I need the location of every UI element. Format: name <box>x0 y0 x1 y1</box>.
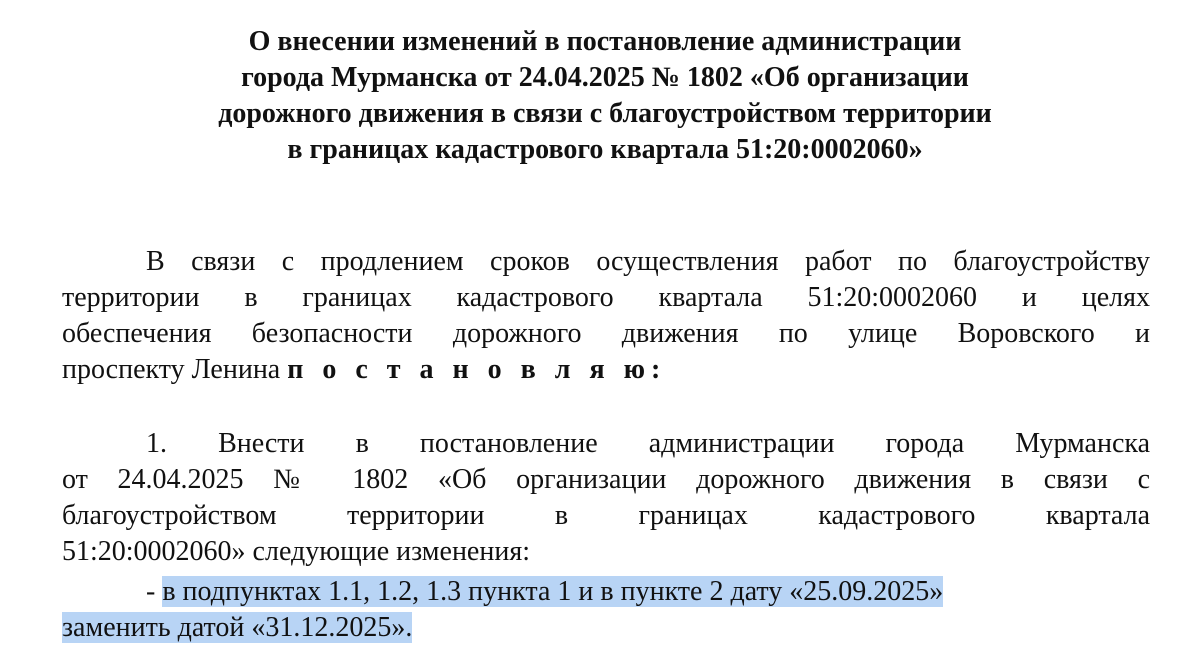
title-line: О внесении изменений в постановление администрации <box>248 26 962 57</box>
preamble-paragraph <box>62 244 1150 388</box>
subitem-dash: - <box>146 576 156 607</box>
document-title <box>100 24 1110 168</box>
preamble-last-line <box>62 352 1150 388</box>
subitem-line-2 <box>62 610 1150 646</box>
preamble-line: территории в границах кадастрового квартала 51:20:0002060 и целях <box>62 282 1150 313</box>
preamble-line: обеспечения безопасности дорожного движения по улице Воровского и <box>62 318 1150 349</box>
subitem-line-1 <box>62 574 1150 610</box>
decree-word: п о с т а н о в л я ю: <box>287 354 667 385</box>
title-line: города Мурманска от 24.04.2025 № 1802 «Об организации <box>241 62 969 93</box>
title-line: дорожного движения в связи с благоустройством территории <box>218 98 992 129</box>
preamble-last-text: проспекту Ленина <box>62 354 281 385</box>
title-line: в границах кадастрового квартала 51:20:0002060» <box>287 134 923 165</box>
highlighted-text[interactable]: заменить датой «31.12.2025». <box>62 612 413 643</box>
item-1-line: благоустройством территории в границах кадастрового квартала <box>62 500 1150 531</box>
item-1-line: 51:20:0002060» следующие изменения: <box>62 536 530 567</box>
subitem-paragraph <box>62 574 1150 646</box>
highlighted-text[interactable]: в подпунктах 1.1, 1.2, 1.3 пункта 1 и в пункте 2 дату «25.09.2025» <box>162 576 944 607</box>
item-1-paragraph <box>62 426 1150 570</box>
preamble-line: В связи с продлением сроков осуществления работ по благоустройству <box>146 246 1150 277</box>
item-1-line: 1. Внести в постановление администрации города Мурманска <box>146 428 1150 459</box>
item-1-line: от 24.04.2025 № 1802 «Об организации дорожного движения в связи с <box>62 464 1150 495</box>
